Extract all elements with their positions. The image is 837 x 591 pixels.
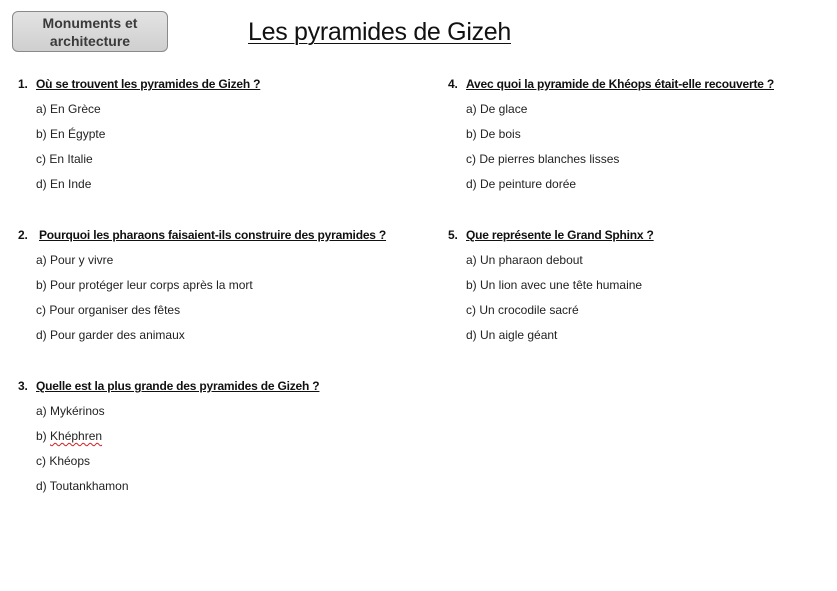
answer-list	[448, 101, 828, 192]
answer-option: b) Un lion avec une tête humaine	[466, 278, 643, 292]
question-title	[448, 227, 828, 243]
question-1	[18, 76, 398, 192]
question-title	[448, 76, 828, 92]
question-text: Avec quoi la pyramide de Khéops était-elle recouverte ?	[466, 77, 774, 91]
answer-list	[18, 403, 398, 494]
answer-option: a) Un pharaon debout	[466, 253, 583, 267]
question-title	[18, 378, 398, 394]
question-number: 4.	[448, 77, 458, 91]
category-line-1: Monuments et	[42, 14, 138, 31]
answer-list	[18, 101, 398, 192]
answer-option: c) Pour organiser des fêtes	[36, 303, 181, 317]
answer-option: b) De bois	[466, 127, 521, 141]
spellcheck-underlined-text: b) Khéphren	[36, 429, 103, 443]
question-number: 5.	[448, 228, 458, 242]
question-text: Où se trouvent les pyramides de Gizeh ?	[36, 77, 261, 91]
question-text: Pourquoi les pharaons faisaient-ils construire des pyramides ?	[39, 228, 387, 242]
page-title: Les pyramides de Gizeh	[248, 18, 511, 46]
answer-list	[448, 252, 828, 343]
answer-option: d) Un aigle géant	[466, 328, 558, 342]
answer-option: a) Pour y vivre	[36, 253, 114, 267]
answer-option: b) En Égypte	[36, 127, 106, 141]
category-line-2: architecture	[49, 32, 131, 49]
answer-option: c) De pierres blanches lisses	[466, 152, 620, 166]
answer-option: d) Toutankhamon	[36, 479, 129, 493]
answer-option: c) Un crocodile sacré	[466, 303, 579, 317]
answer-option: d) De peinture dorée	[466, 177, 577, 191]
question-title	[18, 76, 398, 92]
category-badge	[12, 11, 168, 52]
answer-option: a) En Grèce	[36, 102, 101, 116]
answer-list	[18, 252, 398, 343]
question-title	[18, 227, 398, 243]
question-5	[448, 227, 828, 343]
answer-option	[36, 428, 398, 444]
question-text: Que représente le Grand Sphinx ?	[466, 228, 654, 242]
answer-option: c) En Italie	[36, 152, 93, 166]
answer-option: a) Mykérinos	[36, 404, 105, 418]
answer-option: d) Pour garder des animaux	[36, 328, 185, 342]
question-number: 1.	[18, 77, 28, 91]
answer-option: d) En Inde	[36, 177, 92, 191]
spellcheck-word: Khéphren	[50, 429, 103, 443]
question-number: 3.	[18, 379, 28, 393]
answer-option: a) De glace	[466, 102, 528, 116]
question-4	[448, 76, 828, 192]
question-3	[18, 378, 398, 494]
question-text: Quelle est la plus grande des pyramides de Gizeh ?	[36, 379, 320, 393]
question-number: 2.	[18, 228, 28, 242]
answer-option: c) Khéops	[36, 454, 91, 468]
answer-option: b) Pour protéger leur corps après la mort	[36, 278, 253, 292]
question-2	[18, 227, 398, 343]
